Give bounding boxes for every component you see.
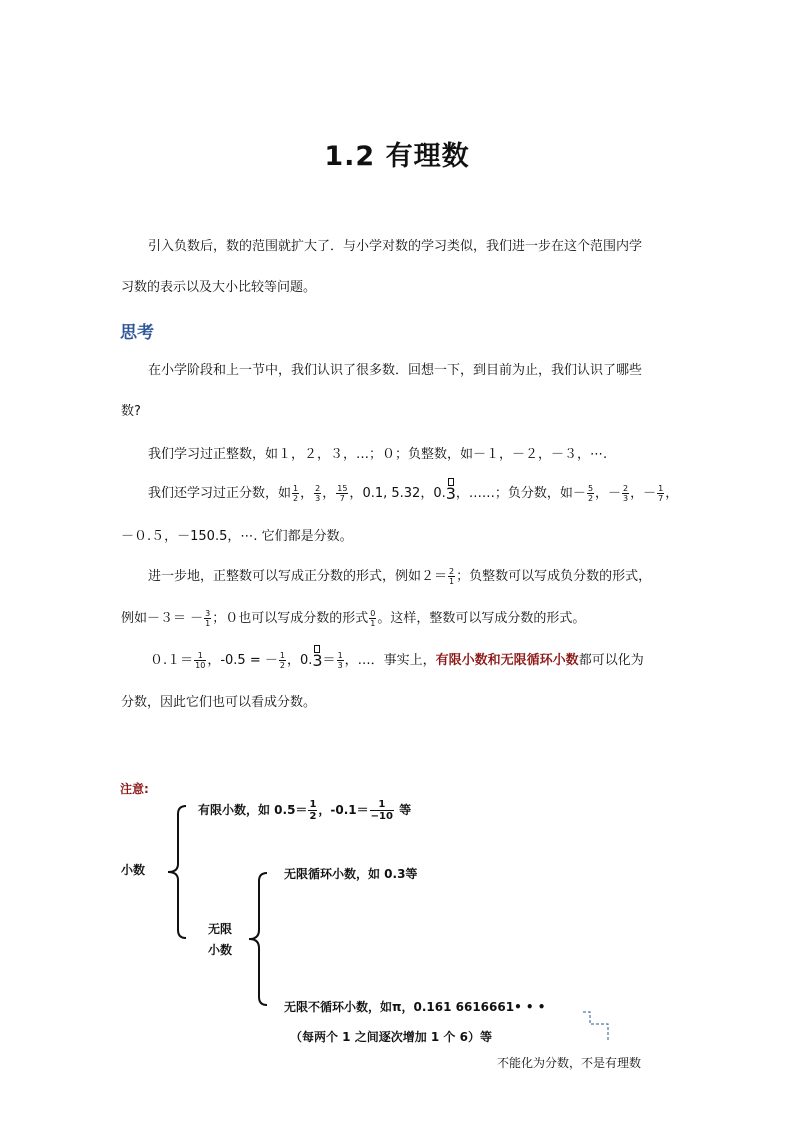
conclusion-text: 不能化为分数，不是有理数 [497,1056,642,1070]
fraction-one-half: $\frac{1}{2}$ [279,651,285,670]
repeating-digit: 3 [446,486,456,502]
fraction-half: $\frac{1}{2}$ [293,484,299,503]
integers-line: 我们学习过正整数，如１，２，３，…；０；负整数，如－１，－２，－３，⋯. [148,447,608,462]
highlight-text: 有限小数和无限循环小数 [435,653,579,668]
repeating-digit-2: 3 [312,653,322,669]
section-heading: 思考 [120,323,154,343]
inner-brace [249,873,267,1005]
think-line-2: 数? [121,404,141,419]
decimal-line: ０.１＝ $\frac{1}{10}$ ，-0.5 = － $\frac{1}{2}$ ，0. 3＝ $\frac{1}{3}$ ，…．事实上，有限小数和无限循环小数都可以化为 [150,651,644,671]
infinite-label-2: 小数 [208,943,233,957]
repeating-decimal-line: 无限循环小数，如 0.3等 [284,867,418,881]
note-label: 注意: [120,782,149,796]
fractions-line: 我们还学习过正分数，如 $\frac{1}{2}$ ， $\frac{2}{3}$ ， $\frac{15}{7}$ ，0.1, 5.32，0. 3，……；负分数，如－ $\frac{5}{2}$ ，－ $\frac{2}{3}$ ，－ $\frac{1}{7}$ ， [148,484,678,504]
root-label: 小数 [121,863,146,877]
note-fraction-half: $\frac{1}{2}$ [309,799,317,822]
page-title: 1.2 有理数 [324,141,470,172]
fractions-text-c: ，……；负分数，如－ [455,486,586,501]
fractions-text-b: 0.1, 5.32，0. [362,486,446,501]
fraction-one-third: $\frac{1}{3}$ [337,651,343,670]
decimal-line-2: 分数，因此它们也可以看成分数。 [121,695,317,710]
finite-decimal-line: 有限小数，如 0.5＝ $\frac{1}{2}$ ，-0.1＝ $\frac{1}{-10}$ 等 [198,799,412,822]
infinite-label-1: 无限 [208,922,233,936]
fraction-three-over-one: $\frac{3}{1}$ [205,609,211,628]
fraction-two-thirds: $\frac{2}{3}$ [315,484,321,503]
fraction-one-tenth: $\frac{1}{10}$ [195,651,206,670]
fraction-two-over-one: $\frac{2}{1}$ [449,567,455,586]
fraction-neg-one-seventh: $\frac{1}{7}$ [658,484,664,503]
integer-to-fraction-line: 进一步地，正整数可以写成正分数的形式，例如２＝ $\frac{2}{1}$ ；负整数可以写成负分数的形式， [148,567,652,586]
nonrepeating-decimal-line: 无限不循环小数，如π，0.161 6616661• • • [284,1000,546,1014]
fractions-line-2: －０.５，－150.5，⋯. 它们都是分数。 [121,529,353,544]
fraction-five-halves: $\frac{5}{2}$ [587,484,594,503]
fraction-fifteen-sevenths: $\frac{15}{7}$ [337,484,348,503]
negative-integer-line: 例如－３＝ － $\frac{3}{1}$ ；０也可以写成分数的形式 $\frac{0}{1}$ 。这样，整数可以写成分数的形式。 [121,609,586,628]
dashed-connector [583,1012,608,1042]
think-line-1: 在小学阶段和上一节中，我们认识了很多数．回想一下，到目前为止，我们认识了哪些 [148,363,643,378]
outer-brace [168,806,186,938]
intro-line-2: 习数的表示以及大小比较等问题。 [121,280,317,295]
fractions-text-a: 我们还学习过正分数，如 [148,486,292,501]
fraction-neg-two-thirds: $\frac{2}{3}$ [623,484,629,503]
intro-line-1: 引入负数后，数的范围就扩大了．与小学对数的学习类似，我们进一步在这个范围内学 [148,239,643,254]
nonrepeating-note: （每两个 1 之间逐次增加 1 个 6）等 [290,1030,492,1044]
fraction-zero-over-one: $\frac{0}{1}$ [370,609,376,628]
note-fraction-minus-tenth: $\frac{1}{-10}$ [370,799,393,822]
